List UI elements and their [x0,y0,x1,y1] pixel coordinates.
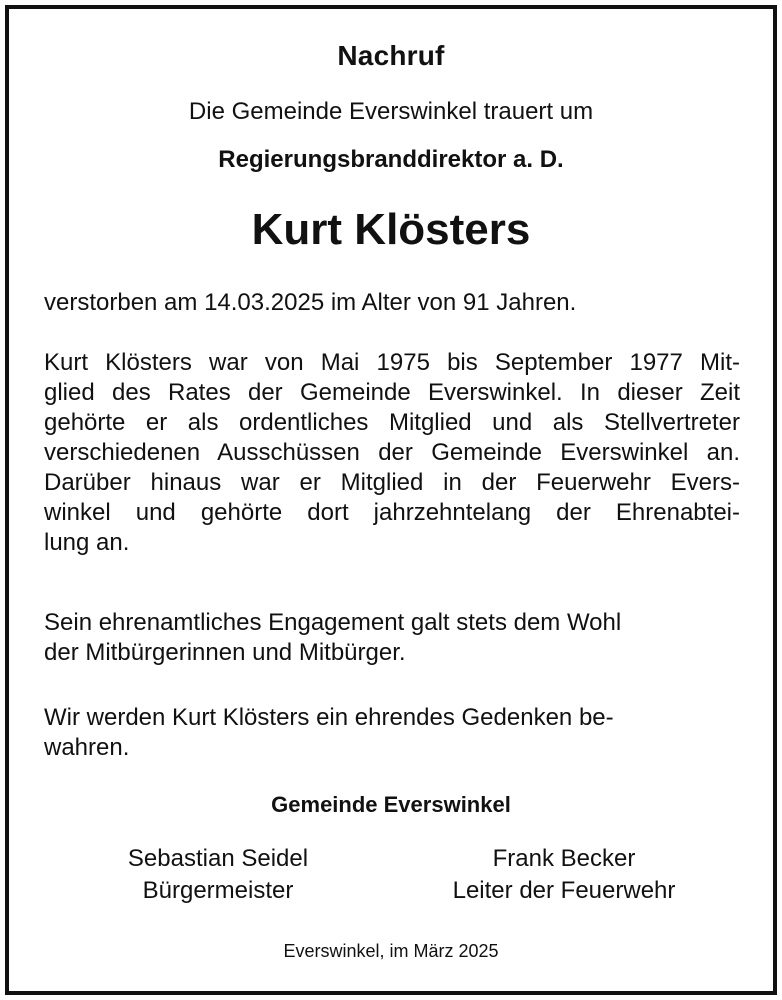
paragraph-line: lung an. [44,529,130,556]
paragraph-line: winkel und gehörte dort jahrzehntelang der Ehrenabtei- [44,499,740,526]
place-date: Everswinkel, im März 2025 [283,941,499,961]
paragraph-line: glied des Rates der Gemeinde Everswinkel. In dieser Zeit [44,379,740,406]
paragraph-line: Wir werden Kurt Klösters ein ehrendes Gedenken be- [44,704,614,731]
signatory-mayor [48,843,388,907]
paragraph-death-date [44,288,740,318]
paragraph-remembrance [44,703,740,763]
paragraph-line: Sein ehrenamtliches Engagement galt stets dem Wohl [44,609,622,636]
signatory-role: Bürgermeister [142,877,294,904]
paragraph-line: der Mitbürgerinnen und Mitbürger. [44,639,406,666]
deceased-name: Kurt Klösters [251,205,531,254]
paragraph-line: Kurt Klösters war von Mai 1975 bis September 1977 Mit- [44,349,740,376]
paragraph-line: gehörte er als ordentliches Mitglied und als Stellvertreter [44,409,740,436]
paragraph-line: wahren. [44,734,130,761]
paragraph-line: Darüber hinaus war er Mitglied in der Feuerwehr Evers- [44,469,740,496]
organization-name: Gemeinde Everswinkel [271,792,511,817]
intro-line: Die Gemeinde Everswinkel trauert um [188,98,594,125]
paragraph-line: verschiedenen Ausschüssen der Gemeinde Everswinkel an. [44,439,740,466]
signatory-fire-chief [394,843,734,907]
signatory-name: Frank Becker [492,845,636,872]
paragraph-engagement [44,608,740,668]
paragraph-line: verstorben am 14.03.2025 im Alter von 91 Jahren. [44,289,577,316]
signatory-name: Sebastian Seidel [127,845,309,872]
paragraph-biography [44,348,740,558]
deceased-rank: Regierungsbranddirektor a. D. [218,146,564,173]
signatory-role: Leiter der Feuerwehr [452,877,676,904]
notice-title: Nachruf [337,40,445,71]
